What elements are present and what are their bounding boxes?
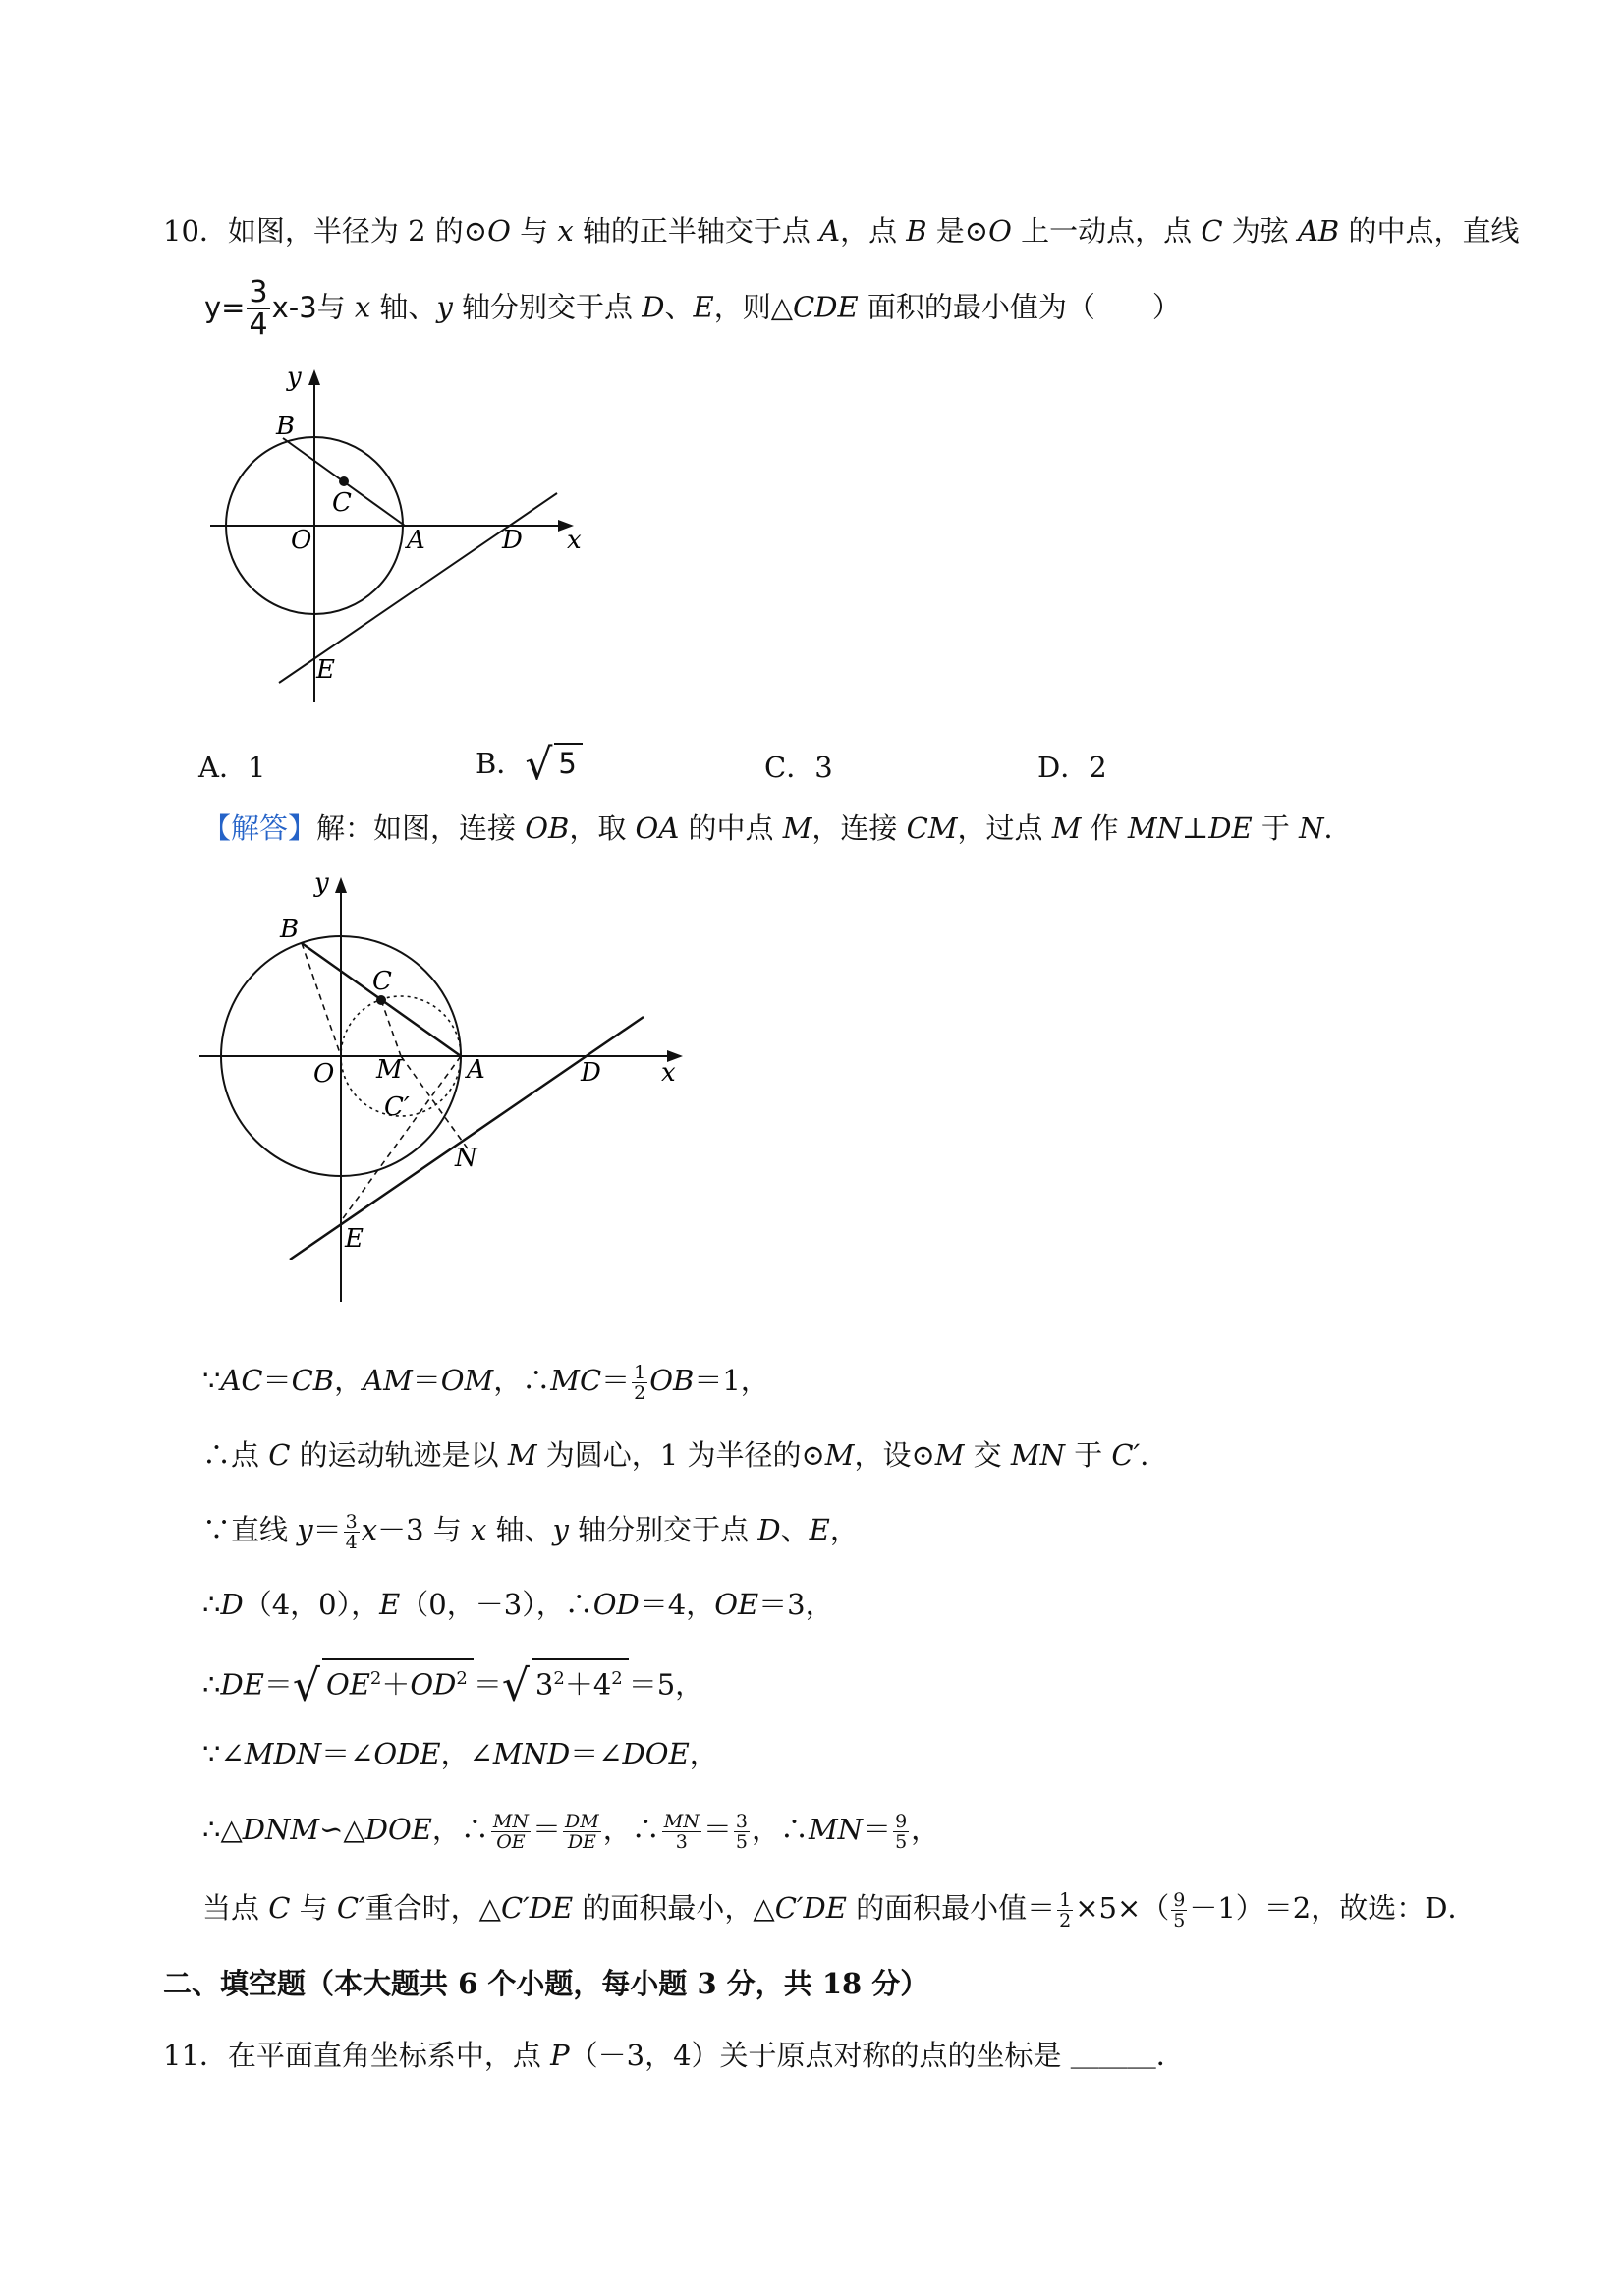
step-text: 3	[534, 1667, 554, 1702]
step-text: ，	[911, 1813, 940, 1846]
exponent: 2	[611, 1668, 623, 1689]
answer-var: M	[782, 812, 812, 845]
q10-var: y	[436, 290, 453, 324]
label-b: B	[276, 412, 296, 441]
step-text: ＝	[702, 1813, 732, 1846]
q10-text: 轴分别交于点	[452, 290, 643, 324]
label-d: D	[502, 526, 523, 555]
step-var: M	[824, 1438, 855, 1472]
step-var: DE	[220, 1667, 264, 1702]
label-y: y	[314, 869, 329, 898]
q10-text: 如图，半径为 2 的⊙	[227, 214, 488, 248]
step-text: 、	[780, 1513, 810, 1546]
fraction	[1171, 1890, 1187, 1931]
frac-num: 3	[735, 1810, 748, 1832]
step-var: C′DE	[500, 1891, 574, 1925]
question-10-line-1	[163, 211, 1519, 251]
step-var: E	[379, 1588, 401, 1621]
q10-text: 上一动点，点	[1011, 214, 1202, 248]
step-var: DOE	[364, 1813, 432, 1846]
sqrt-radicand	[322, 1658, 474, 1702]
sqrt-radicand: 5	[554, 743, 582, 780]
answer-var: M	[1051, 812, 1082, 845]
figure-1	[196, 364, 589, 717]
label-a: A	[407, 526, 425, 555]
fraction	[563, 1812, 601, 1852]
frac-num: MN	[492, 1810, 530, 1832]
step-text: ＝	[863, 1813, 892, 1846]
sqrt-symbol: √	[525, 740, 553, 790]
step-text: 轴分别交于点	[568, 1513, 758, 1546]
answer-intro	[202, 809, 1352, 848]
step-text: 为圆心，1 为半径的⊙	[536, 1438, 825, 1472]
point-c	[376, 995, 386, 1005]
step-4	[202, 1585, 834, 1624]
option-b-label: B．	[476, 747, 526, 780]
q10-var: A	[819, 214, 841, 248]
label-a: A	[467, 1055, 485, 1085]
step-var: OD	[592, 1588, 640, 1621]
label-b: B	[280, 915, 300, 944]
q10-var: D	[642, 290, 665, 324]
exponent: 2	[369, 1668, 382, 1689]
answer-blank[interactable]: ＿＿＿	[1070, 2039, 1156, 2072]
step-text: 轴、	[486, 1513, 553, 1546]
answer-text: 作	[1081, 812, 1128, 845]
step-var: OD	[410, 1667, 457, 1702]
step-var: C	[268, 1891, 291, 1925]
step-text: 的面积最小，△	[573, 1891, 775, 1925]
step-text: ∴△	[202, 1813, 243, 1846]
frac-num: DM	[565, 1810, 599, 1832]
step-var: ODE	[373, 1737, 441, 1770]
label-o: O	[313, 1059, 335, 1089]
q10-text: 轴的正半轴交于点	[573, 214, 820, 248]
q10-var: AB	[1297, 214, 1340, 248]
step-3	[202, 1510, 859, 1552]
label-m: M	[376, 1055, 403, 1085]
frac-den: 5	[895, 1830, 908, 1853]
step-var: x	[361, 1513, 378, 1546]
fraction	[632, 1363, 647, 1403]
frac-den: 5	[1173, 1909, 1186, 1932]
q10-text: ，点	[840, 214, 907, 248]
option-d: D．2	[1037, 751, 1107, 784]
step-var: DOE	[622, 1737, 690, 1770]
label-e: E	[345, 1224, 364, 1254]
step-text: （4，0），	[243, 1588, 380, 1621]
frac-den: DE	[567, 1830, 596, 1853]
fraction	[1057, 1890, 1073, 1931]
exponent: 2	[456, 1668, 468, 1689]
question-11	[163, 2036, 1185, 2075]
question-number: 10．	[163, 214, 228, 248]
answer-var: DE	[1208, 812, 1253, 845]
step-var: OE	[325, 1667, 370, 1702]
label-x: x	[661, 1058, 676, 1088]
step-text: ∵	[202, 1364, 221, 1397]
step-var: AC	[220, 1364, 263, 1397]
step-text: ∽△	[319, 1813, 365, 1846]
step-text: 的运动轨迹是以	[290, 1438, 508, 1472]
step-text: ∴	[202, 1588, 221, 1621]
frac-num: 1	[1059, 1888, 1072, 1911]
q10-text: 是⊙	[926, 214, 989, 248]
label-c: C	[332, 488, 352, 518]
figure-2	[192, 869, 693, 1316]
equation-text: x-3	[271, 290, 317, 324]
step-text: ＝∠	[570, 1737, 623, 1770]
q10-text: ，则△	[713, 290, 794, 324]
q10-text: 与	[316, 290, 355, 324]
sqrt-symbol: √	[501, 1660, 530, 1711]
question-10-line-2	[204, 277, 1181, 341]
answer-text: ，连接	[812, 812, 907, 845]
fraction	[734, 1812, 750, 1852]
frac-den: 3	[675, 1830, 688, 1853]
step-text: ＋	[381, 1667, 411, 1702]
step-6	[202, 1734, 718, 1773]
label-n: N	[455, 1144, 477, 1173]
fraction	[662, 1812, 701, 1852]
answer-text: ．	[1323, 812, 1353, 845]
frac-num: 3	[345, 1510, 358, 1533]
line-equation	[204, 275, 317, 342]
step-var: MND	[492, 1737, 571, 1770]
step-var: MN	[808, 1813, 864, 1846]
label-e: E	[316, 655, 335, 685]
frac-den: 2	[634, 1381, 646, 1404]
step-var: D	[757, 1513, 781, 1546]
step-8	[202, 1884, 1477, 1932]
label-d: D	[581, 1058, 601, 1088]
step-var: DNM	[242, 1813, 320, 1846]
q11-text: 在平面直角坐标系中，点	[227, 2039, 551, 2072]
step-text: ，∴	[493, 1364, 551, 1397]
step-text: ∴	[202, 1667, 221, 1702]
line-de	[290, 1017, 644, 1260]
step-var: MN	[1010, 1438, 1065, 1472]
step-text: （0，－3），∴	[400, 1588, 593, 1621]
step-text: 的面积最小值＝	[846, 1891, 1056, 1925]
segment-ob	[302, 943, 341, 1056]
frac-num: 9	[895, 1810, 908, 1832]
q10-var: x	[557, 214, 574, 248]
option-a: A．1	[198, 751, 266, 784]
q11-var: P	[550, 2039, 570, 2072]
answer-text: ，取	[569, 812, 636, 845]
step-text: ，	[829, 1513, 859, 1546]
step-text: ＝	[601, 1364, 631, 1397]
label-y: y	[287, 364, 302, 392]
step-var: CB	[291, 1364, 335, 1397]
fraction	[344, 1512, 360, 1552]
step-text: ＝	[412, 1364, 441, 1397]
answer-text: ，过点	[957, 812, 1052, 845]
equation-fraction	[247, 277, 269, 341]
step-text: ．	[1140, 1438, 1169, 1472]
step-text: ＝1，	[694, 1364, 769, 1397]
step-text: 交	[964, 1438, 1011, 1472]
q10-text: 面积的最小值为（ ）	[858, 290, 1181, 324]
fraction	[893, 1812, 909, 1852]
frac-den: OE	[496, 1830, 526, 1853]
q10-var: O	[487, 214, 511, 248]
step-text: ，∠	[440, 1737, 493, 1770]
fraction	[491, 1812, 531, 1852]
q10-var: x	[354, 290, 371, 324]
step-5	[202, 1658, 703, 1710]
frac-num: 9	[1173, 1888, 1186, 1911]
question-number: 11．	[163, 2039, 228, 2072]
q10-text: 与	[510, 214, 558, 248]
answer-tag: 【解答】	[202, 812, 317, 845]
step-text: 重合时，△	[364, 1891, 501, 1925]
step-text: ，∴	[751, 1813, 809, 1846]
step-var: OE	[714, 1588, 759, 1621]
equation-text: y=	[204, 290, 246, 324]
frac-den: 2	[1059, 1909, 1072, 1932]
label-x: x	[567, 526, 582, 555]
step-var: E	[809, 1513, 830, 1546]
step-var: OM	[440, 1364, 494, 1397]
step-text: －3 与	[377, 1513, 471, 1546]
label-c-prime: C′	[384, 1092, 410, 1122]
step-text: ∵∠	[202, 1737, 245, 1770]
q10-text: 的中点，直线	[1339, 214, 1520, 248]
section-2-heading: 二、填空题（本大题共 6 个小题，每小题 3 分，共 18 分）	[163, 1967, 929, 2000]
step-var: MC	[550, 1364, 602, 1397]
point-c	[339, 476, 349, 486]
frac-den: 5	[735, 1830, 748, 1853]
step-text: ×5×（	[1075, 1891, 1170, 1925]
step-text: ∴点	[202, 1438, 269, 1472]
step-text: ＝	[473, 1667, 502, 1702]
answer-var: OB	[525, 812, 570, 845]
step-1	[202, 1361, 769, 1403]
step-text: ∵直线	[202, 1513, 298, 1546]
step-text: ，	[689, 1737, 718, 1770]
q11-text: ．	[1155, 2039, 1185, 2072]
step-text: ＝	[262, 1364, 292, 1397]
y-axis-arrow	[335, 877, 347, 893]
step-text: ＋4	[564, 1667, 612, 1702]
frac-den: 4	[345, 1531, 358, 1553]
option-b	[476, 740, 583, 790]
q10-var: E	[693, 290, 714, 324]
frac-num: MN	[663, 1810, 700, 1832]
step-text: ＝3，	[758, 1588, 834, 1621]
step-var: y	[297, 1513, 313, 1546]
answer-text: ⊥	[1181, 812, 1209, 845]
sqrt-symbol: √	[292, 1660, 320, 1711]
step-text: ＝4，	[639, 1588, 715, 1621]
answer-var: MN	[1127, 812, 1182, 845]
q10-text: 为弦	[1222, 214, 1298, 248]
q10-var: B	[906, 214, 927, 248]
step-var: C′	[336, 1891, 365, 1925]
step-var: M	[507, 1438, 537, 1472]
step-text: ＝5，	[628, 1667, 704, 1702]
step-var: OB	[649, 1364, 695, 1397]
frac-num: 3	[249, 275, 268, 309]
step-text: ＝	[532, 1813, 562, 1846]
step-text: 于	[1064, 1438, 1112, 1472]
exponent: 2	[553, 1668, 565, 1689]
segment-cm	[381, 1000, 401, 1056]
step-var: C	[268, 1438, 291, 1472]
step-var: AM	[363, 1364, 413, 1397]
q10-var: O	[988, 214, 1012, 248]
step-7	[202, 1806, 939, 1853]
step-var: MDN	[244, 1737, 322, 1770]
answer-var: OA	[635, 812, 680, 845]
answer-text: 的中点	[679, 812, 783, 845]
step-text: －1）＝2，故选：D．	[1189, 1891, 1477, 1925]
sqrt-radicand	[532, 1658, 629, 1702]
step-text: ＝	[312, 1513, 342, 1546]
answer-var: CM	[906, 812, 958, 845]
label-c: C	[372, 967, 392, 996]
q10-var: CDE	[793, 290, 859, 324]
step-text: 当点	[202, 1891, 269, 1925]
q10-text: 轴、	[370, 290, 437, 324]
step-text: ，∴	[602, 1813, 660, 1846]
step-text: ，	[334, 1364, 364, 1397]
option-c: C．3	[764, 751, 833, 784]
step-text: 与	[290, 1891, 337, 1925]
step-var: y	[552, 1513, 569, 1546]
step-text: ，∴	[431, 1813, 489, 1846]
label-o: O	[291, 526, 312, 555]
q11-text: （－3，4）关于原点对称的点的坐标是	[569, 2039, 1071, 2072]
step-var: M	[934, 1438, 965, 1472]
answer-var: N	[1299, 812, 1324, 845]
step-text: ＝	[263, 1667, 293, 1702]
answer-text: 于	[1252, 812, 1300, 845]
q10-var: C	[1201, 214, 1223, 248]
step-var: x	[470, 1513, 487, 1546]
q10-text: 、	[664, 290, 694, 324]
step-var: C′	[1111, 1438, 1141, 1472]
step-var: C′DE	[774, 1891, 847, 1925]
step-2	[202, 1435, 1168, 1475]
answer-text: 解：如图，连接	[316, 812, 526, 845]
frac-num: 1	[634, 1361, 646, 1383]
step-var: D	[220, 1588, 244, 1621]
step-text: ＝∠	[321, 1737, 374, 1770]
frac-den: 4	[249, 308, 268, 342]
step-text: ，设⊙	[854, 1438, 935, 1472]
y-axis-arrow	[308, 369, 320, 385]
